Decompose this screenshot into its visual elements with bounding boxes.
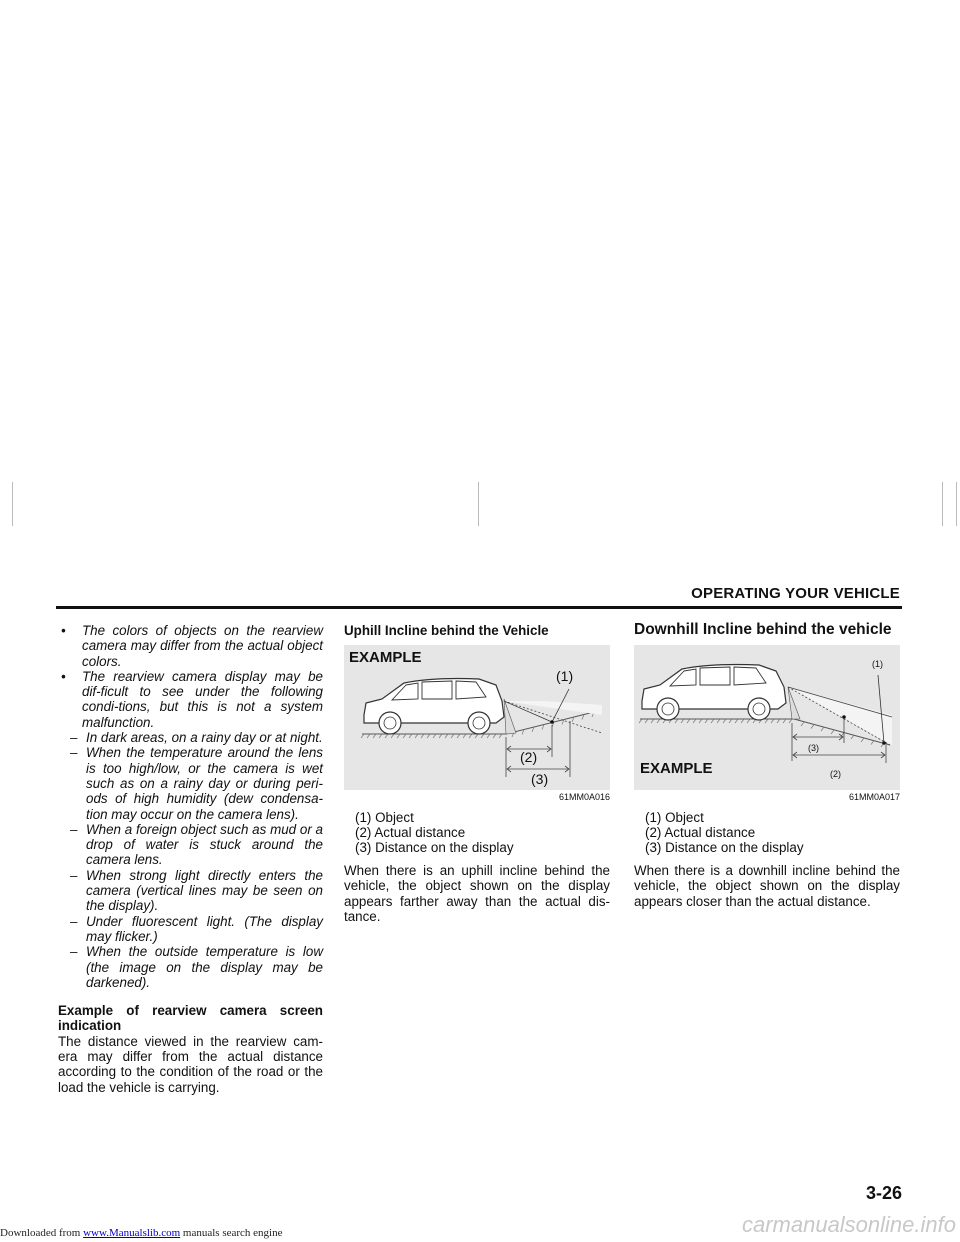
section-title: OPERATING YOUR VEHICLE <box>691 585 900 602</box>
downhill-heading: Downhill Incline behind the vehicle <box>634 621 892 638</box>
legend-item: (1) Object <box>645 810 704 825</box>
crop-mark <box>478 482 479 526</box>
footer <box>0 1227 282 1239</box>
example-body: The distance viewed in the rearview cam-era may differ from the actual distance according to the condition of the road or the load the vehicle is carrying. <box>58 1033 323 1095</box>
legend-item: (1) Object <box>355 810 414 825</box>
dash-item: – In dark areas, on a rainy day or at night. <box>70 730 323 746</box>
footer-suffix: manuals search engine <box>180 1227 283 1239</box>
dash-item: – When strong light directly enters the camera (vertical lines may be seen on the display). <box>70 867 323 914</box>
crop-mark <box>956 482 957 526</box>
callout-display-distance: (3) <box>808 743 819 753</box>
callout-actual-distance: (2) <box>830 769 841 779</box>
downhill-legend <box>645 810 900 855</box>
watermark: carmanualsonline.info <box>741 1212 956 1237</box>
dash-item: – When the temperature around the lens is too high/low, or the camera is wet such as on a rainy day or during peri-ods of high humidity (dew condensa-tion may occur on the camera lens). <box>70 745 323 822</box>
footer-prefix: Downloaded from <box>0 1227 84 1239</box>
uphill-diagram <box>344 645 610 790</box>
example-heading: Example of rearview camera screen indication <box>58 1003 323 1034</box>
example-label: EXAMPLE <box>640 760 713 777</box>
callout-object: (1) <box>556 668 574 684</box>
callout-display-distance: (3) <box>531 771 549 787</box>
downhill-body: When there is a downhill incline behind the vehicle, the object shown on the display appears closer than the actual distance. <box>634 863 900 909</box>
bullet-item: • The rearview camera display may be dif-ficult to see under the following condi-tions, but this is not a system malfunction. <box>61 668 323 730</box>
crop-mark <box>942 482 943 526</box>
uphill-heading: Uphill Incline behind the Vehicle <box>344 623 549 638</box>
legend-item: (2) Actual distance <box>645 825 756 840</box>
legend-item: (2) Actual distance <box>355 825 466 840</box>
callout-actual-distance: (2) <box>520 749 538 765</box>
header-rule <box>56 606 902 609</box>
uphill-legend <box>355 810 610 855</box>
figure-code: 61MM0A017 <box>848 792 900 802</box>
downhill-figure <box>634 645 900 790</box>
left-column <box>58 623 323 1095</box>
dash-item: – When a foreign object such as mud or a drop of water is stuck around the camera lens. <box>70 821 323 868</box>
figure-code: 61MM0A016 <box>558 792 610 802</box>
uphill-body: When there is an uphill incline behind the vehicle, the object shown on the display appears farther away than the actual dis-tance. <box>344 863 610 924</box>
legend-item: (3) Distance on the display <box>645 840 804 855</box>
page-number: 3-26 <box>865 1183 902 1203</box>
callout-object: (1) <box>872 659 883 669</box>
bullet-item: • The colors of objects on the rearview camera may differ from the actual object colors. <box>61 623 323 669</box>
crop-mark <box>12 482 13 526</box>
footer-link[interactable]: www.Manualslib.com <box>83 1227 181 1239</box>
example-label: EXAMPLE <box>349 649 422 666</box>
uphill-figure <box>344 645 610 790</box>
dash-item: – When the outside temperature is low (the image on the display may be darkened). <box>70 944 323 990</box>
dash-item: – Under fluorescent light. (The display may flicker.) <box>70 913 323 944</box>
legend-item: (3) Distance on the display <box>355 840 514 855</box>
